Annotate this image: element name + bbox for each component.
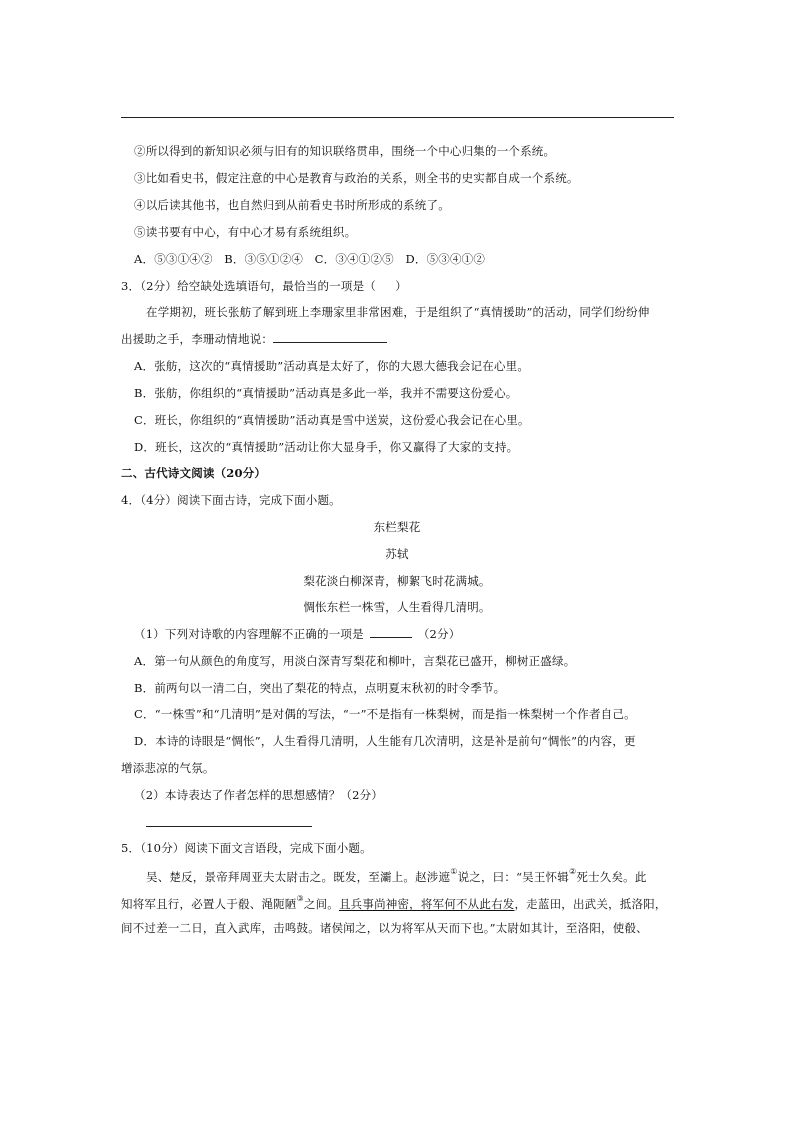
poem-title: 东栏梨花 bbox=[373, 520, 421, 534]
order-item-5: ⑤读书要有中心，有中心才易有系统组织。 bbox=[134, 225, 357, 239]
q4-option-d: D．本诗的诗眼是“惆怅”，人生看得几清明，人生能有几次清明，这是补是前句“惆怅”的内容，更 bbox=[134, 734, 636, 748]
q5-passage-line1 bbox=[146, 866, 647, 885]
q3-passage-line1: 在学期初，班长张舫了解到班上李珊家里非常困难，于是组织了“真情援助”的活动，同学们纷纷伸 bbox=[146, 305, 650, 319]
footnote-marker-2: ② bbox=[568, 867, 577, 876]
q4-sub1-text: （1）下列对诗歌的内容理解不正确的一项是 bbox=[134, 627, 364, 641]
order-options: A．⑤③①④② B．③⑤①②④ C．③④①②⑤ D．⑤③④①② bbox=[134, 252, 486, 266]
q3-option-b: B．张舫，你组织的“真情援助”活动真是多此一举，我并不需要这份爱心。 bbox=[134, 386, 518, 400]
q3-option-c: C．班长，你组织的“真情援助”活动真是雪中送炭，这份爱心我会记在心里。 bbox=[134, 413, 530, 427]
q4-sub1 bbox=[134, 626, 460, 642]
q5-l2-text-c: ，走蓝田，出武关，抵洛阳， bbox=[514, 896, 667, 911]
q3-option-d: D．班长，这次的“真情援助”活动让你大显身手，你又赢得了大家的支持。 bbox=[134, 440, 519, 454]
footnote-marker-3: ③ bbox=[296, 894, 304, 903]
order-item-3: ③比如看史书，假定注意的中心是教育与政治的关系，则全书的史实都自成一个系统。 bbox=[134, 171, 579, 185]
poem-line-1: 梨花淡白柳深青，柳絮飞时花满城。 bbox=[303, 574, 491, 588]
poem-author: 苏轼 bbox=[385, 547, 409, 561]
q5-l2-text-a: 知将军且行，必置人于殽、渑阨陋 bbox=[121, 896, 297, 911]
q4-option-b: B．前两句以一清二白，突出了梨花的特点，点明夏末秋初的时令季节。 bbox=[134, 681, 506, 695]
q4-sub1-blank[interactable] bbox=[370, 626, 412, 638]
q4-sub2: （2）本诗表达了作者怎样的思想感情？（2分） bbox=[134, 788, 384, 802]
q5-underlined-sentence: 且兵事尚神密，将军何不从此右发 bbox=[338, 896, 515, 911]
q4-sub1-score: （2分） bbox=[417, 627, 461, 641]
header-rule bbox=[121, 117, 674, 118]
order-item-4: ④以后读其他书，也自然归到从前看史书时所形成的系统了。 bbox=[134, 198, 450, 212]
q5-stem: 5．（10分）阅读下面文言语段，完成下面小题。 bbox=[121, 841, 372, 855]
q3-answer-blank[interactable] bbox=[273, 331, 387, 343]
q4-option-d-cont: 增添悲凉的气氛。 bbox=[121, 761, 215, 775]
q5-l2-text-b: 之间。 bbox=[303, 896, 339, 911]
order-item-2: ②所以得到的新知识必须与旧有的知识联络贯串，围绕一个中心归集的一个系统。 bbox=[134, 144, 556, 158]
q3-stem: 3．（2分）给空缺处选填语句，最恰当的一项是（ ） bbox=[121, 279, 407, 293]
poem-line-2: 惆怅东栏一株雪，人生看得几清明。 bbox=[303, 600, 491, 614]
q5-l1-text-a: 吴、楚反，景帝拜周亚夫太尉击之。既发，至灞上。赵涉遮 bbox=[146, 869, 451, 884]
q5-l1-text-b: 说之，曰：“吴王怀辑 bbox=[457, 869, 569, 884]
footnote-marker-1: ① bbox=[450, 867, 458, 876]
q5-passage-line3: 间不过差一二日，直入武库，击鸣鼓。诸侯闻之，以为将军从天而下也。”太尉如其计，至洛阳，使殽、 bbox=[121, 921, 648, 935]
q3-passage-line2 bbox=[121, 331, 387, 347]
q4-option-c: C．“一株雪”和“几清明”是对偶的写法，“一”不是指有一株梨树，而是指一株梨树一个作者自己。 bbox=[134, 707, 636, 721]
q3-option-a: A．张舫，这次的“真情援助”活动真是太好了，你的大恩大德我会记在心里。 bbox=[134, 359, 530, 373]
q5-l1-text-c: 死士久矣。此 bbox=[576, 869, 647, 884]
section2-title: 二、古代诗文阅读（20分） bbox=[121, 466, 267, 480]
q4-stem: 4．（4分）阅读下面古诗，完成下面小题。 bbox=[121, 493, 341, 507]
q5-passage-line2 bbox=[121, 893, 667, 912]
q4-sub2-answer-line[interactable] bbox=[146, 826, 312, 827]
q3-passage-text: 出援助之手，李珊动情地说： bbox=[121, 332, 274, 346]
q4-option-a: A．第一句从颜色的角度写，用淡白深青写梨花和柳叶，言梨花已盛开，柳树正盛绿。 bbox=[134, 654, 576, 668]
